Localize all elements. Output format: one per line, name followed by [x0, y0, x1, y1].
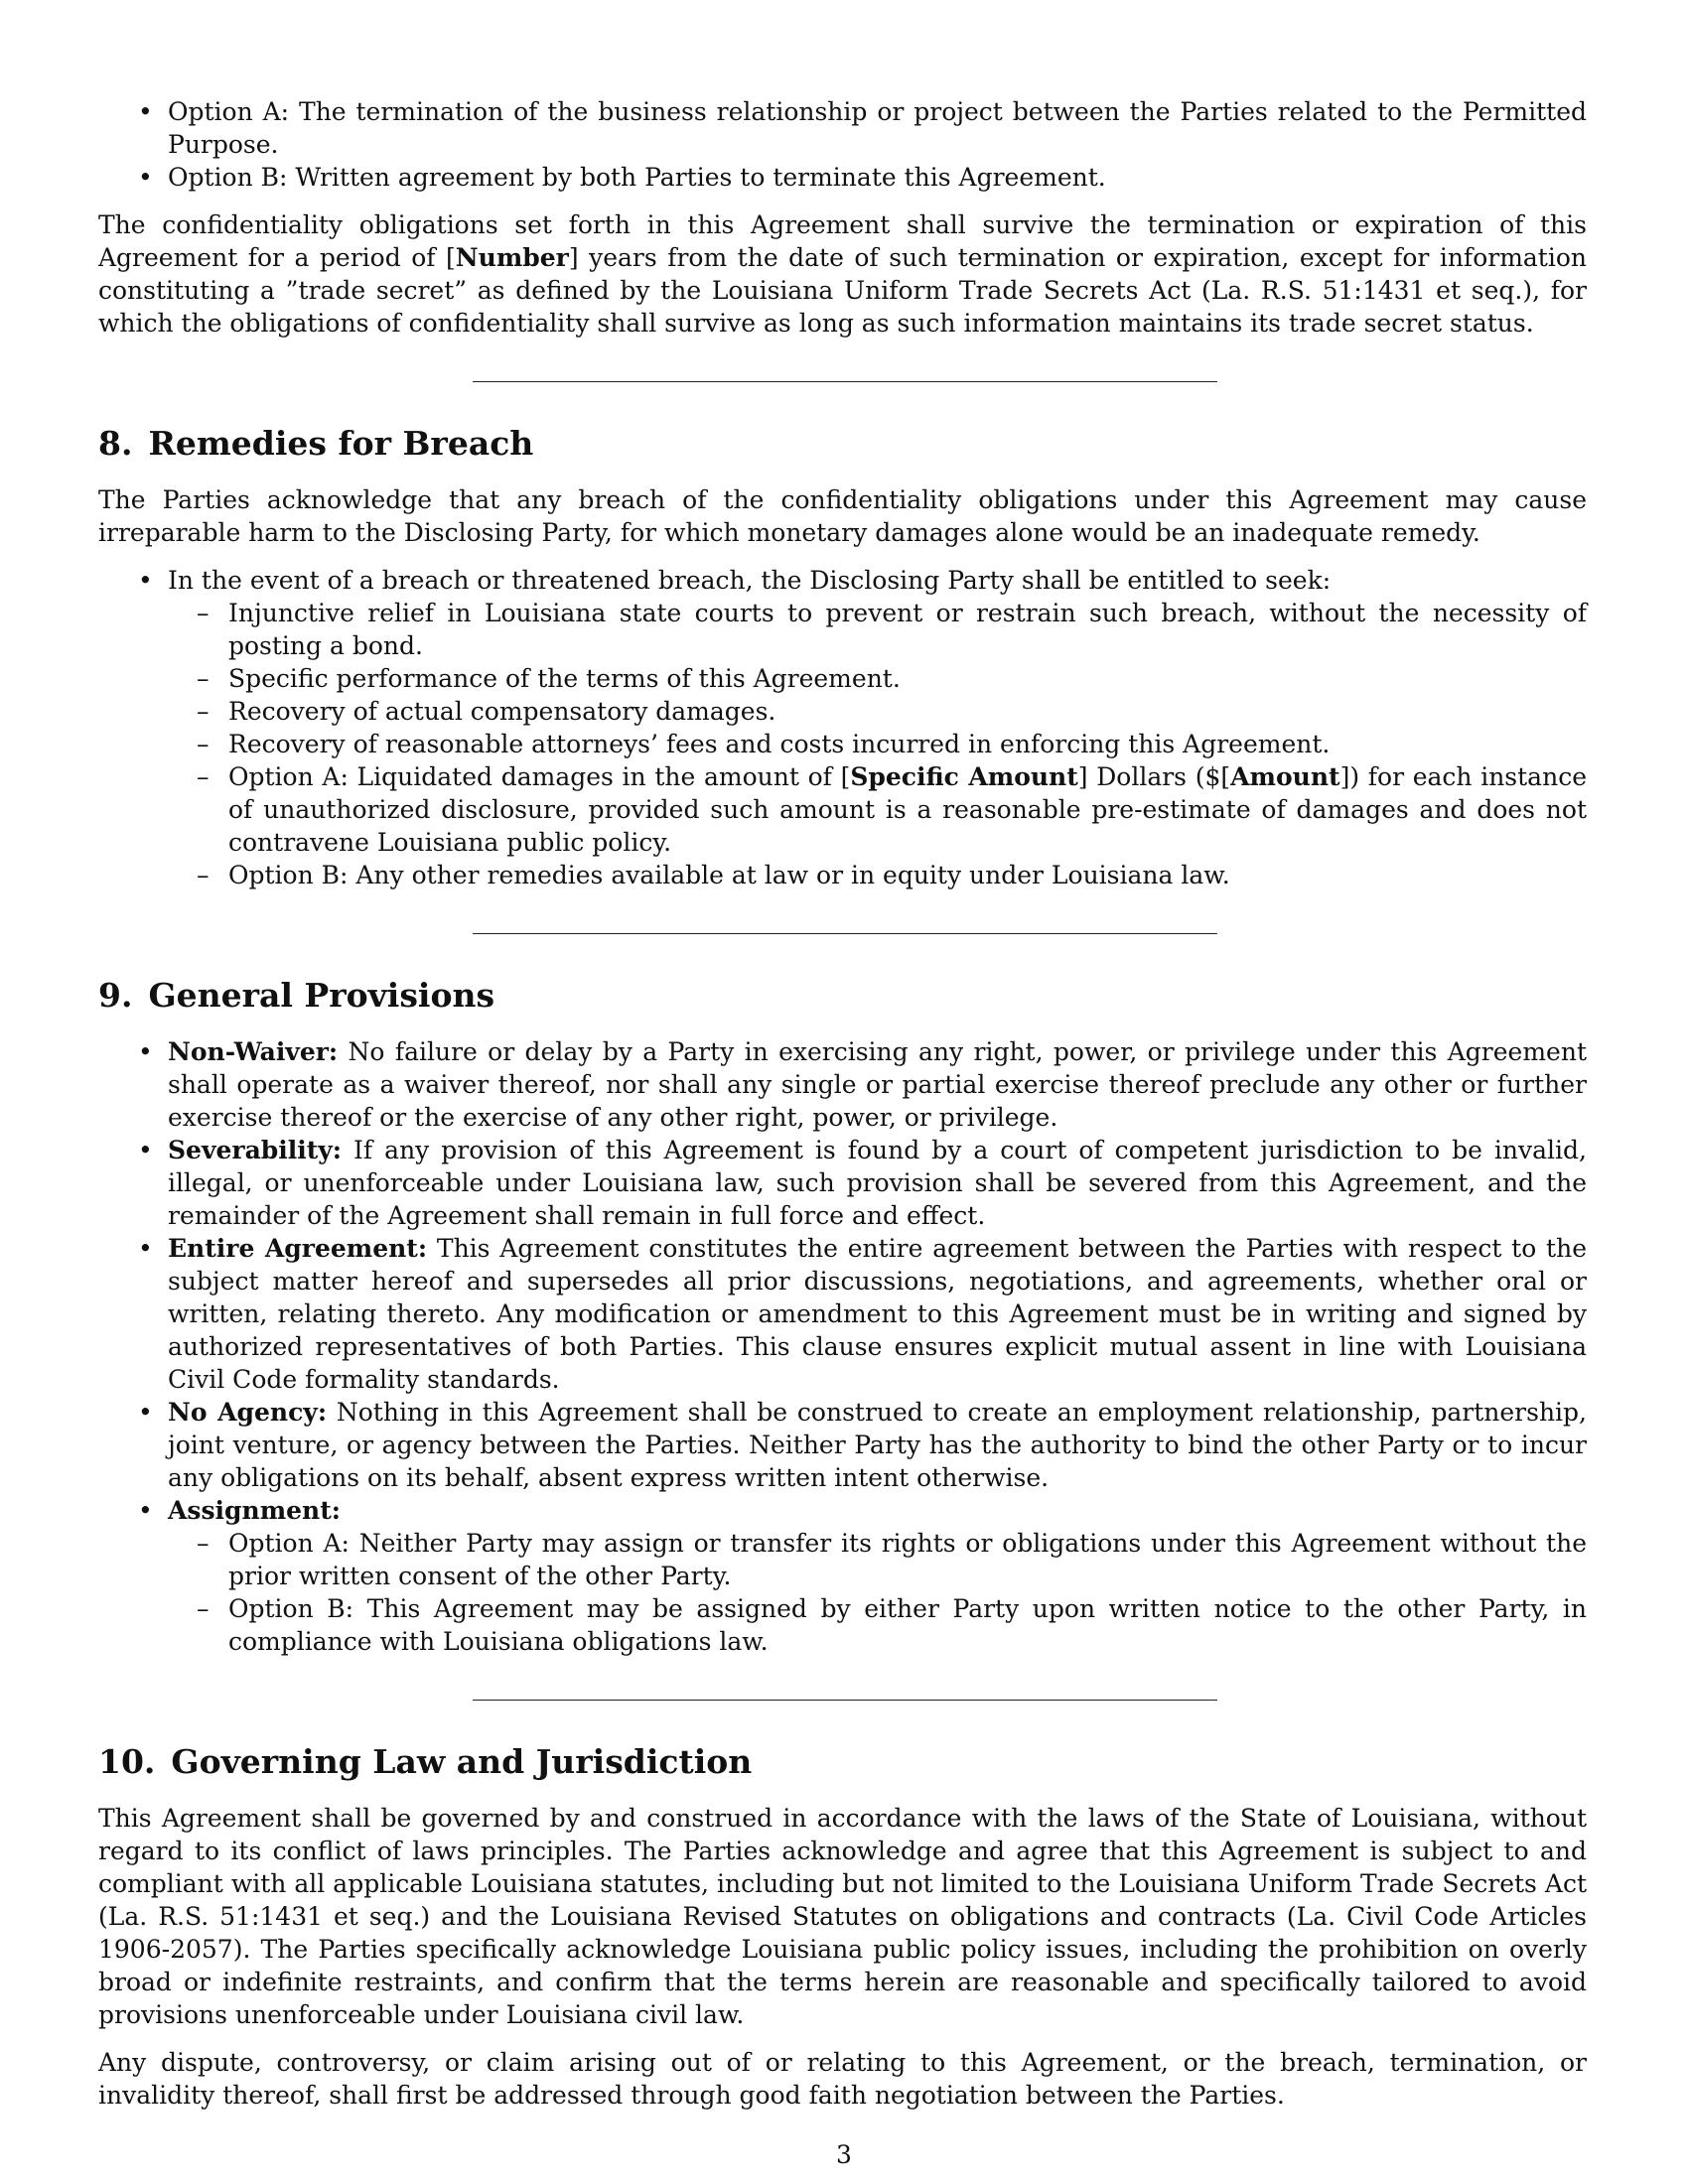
survival-paragraph: The confidentiality obligations set forth in this Agreement shall survive the termination or expiration of this Agreement for a period of [Number] years from the date of such termination or expiration, except for information constituting a ”trade secret” as defined by the Louisiana Uniform Trade Secrets Act (La. R.S. 51:1431 et seq.), for which the obligations of confidentiality shall survive as long as such information maintains its trade secret status.	[98, 210, 1587, 338]
list-item: – Injunctive relief in Louisiana state courts to prevent or restrain such breach, without the necessity of posting a bond.	[168, 597, 1587, 662]
section-heading-governing-law: 10. Governing Law and Jurisdiction	[98, 1742, 753, 1781]
assignment-sublist	[98, 1527, 1587, 1658]
placeholder-number: Number	[455, 243, 569, 272]
list-item: – Option A: Neither Party may assign or transfer its rights or obligations under this Agreement without the prior written consent of the other Party.	[168, 1527, 1587, 1592]
page-number: 3	[836, 2140, 852, 2169]
placeholder-specific-amount: Specific Amount	[850, 762, 1078, 791]
general-provisions-list	[98, 1035, 1587, 1658]
list-item: – Recovery of actual compensatory damages.	[168, 695, 1587, 728]
list-item: – Option B: This Agreement may be assigned by either Party upon written notice to the other Party, in compliance with Louisiana obligations law.	[168, 1592, 1587, 1658]
list-item: – Specific performance of the terms of this Agreement.	[168, 662, 1587, 695]
list-item: – Option B: Any other remedies available at law or in equity under Louisiana law.	[168, 859, 1587, 891]
document-page	[98, 95, 1587, 2126]
list-item: • In the event of a breach or threatened breach, the Disclosing Party shall be entitled to seek: – Injunctive relief in Louisiana state courts to prevent or restrain such breach, without the necessity of posting a bond. – Specific performance of the terms of this Agreement. – Recovery of actual compensatory damages. – Recovery of reasonable attorneys’ fees and costs incurred in enforcing this Agreement. – Option A: Liquidated damages in the amount of [Specific Amount] Dollars ($[Amount]) for each instance of unauthorized disclosure, provided such amount is a reasonable pre-estimate of damages and does not contravene Louisiana public policy. – Option B: Any other remedies available at law or in equity under Louisiana law.	[98, 564, 1587, 891]
remedies-sublist	[98, 597, 1587, 891]
list-item: • Severability: If any provision of this Agreement is found by a court of competent jurisdiction to be invalid, illegal, or unenforceable under Louisiana law, such provision shall be severed from this Agreement, and the remainder of the Agreement shall remain in full force and effect.	[98, 1134, 1587, 1232]
section-heading-general-provisions: 9. General Provisions	[98, 976, 495, 1015]
remedies-intro: The Parties acknowledge that any breach of the confidentiality obligations under this Agreement may cause irreparable harm to the Disclosing Party, for which monetary damages alone would be an inadequate remedy.	[98, 485, 1587, 547]
list-item: • No Agency: Nothing in this Agreement shall be construed to create an employment relationship, partnership, joint venture, or agency between the Parties. Neither Party has the authority to bind the other Party or to incur any obligations on its behalf, absent express written intent otherwise.	[98, 1396, 1587, 1494]
section-heading-remedies: 8. Remedies for Breach	[98, 424, 534, 463]
list-item: • Non-Waiver: No failure or delay by a Party in exercising any right, power, or privilege under this Agreement shall operate as a waiver thereof, nor shall any single or partial exercise thereof preclude any other or further exercise thereof or the exercise of any other right, power, or privilege.	[98, 1035, 1587, 1134]
dispute-paragraph: Any dispute, controversy, or claim arising out of or relating to this Agreement, or the breach, termination, or invalidity thereof, shall first be addressed through good faith negotiation between the Parties.	[98, 2048, 1587, 2110]
list-item: • Option A: The termination of the business relationship or project between the Parties related to the Permitted Purpose.	[98, 95, 1587, 161]
remedies-list	[98, 564, 1587, 891]
list-item: • Entire Agreement: This Agreement constitutes the entire agreement between the Parties with respect to the subject matter hereof and supersedes all prior discussions, negotiations, and agreements, whether oral or written, relating thereto. Any modification or amendment to this Agreement must be in writing and signed by authorized representatives of both Parties. This clause ensures explicit mutual assent in line with Louisiana Civil Code formality standards.	[98, 1232, 1587, 1396]
list-item: – Recovery of reasonable attorneys’ fees and costs incurred in enforcing this Agreement.	[168, 728, 1587, 760]
section-divider	[473, 1700, 1217, 1701]
section-divider	[473, 381, 1217, 382]
governing-law-paragraph: This Agreement shall be governed by and construed in accordance with the laws of the State of Louisiana, without regard to its conflict of laws principles. The Parties acknowledge and agree that this Agreement is subject to and compliant with all applicable Louisiana statutes, including but not limited to the Louisiana Uniform Trade Secrets Act (La. R.S. 51:1431 et seq.) and the Louisiana Revised Statutes on obligations and contracts (La. Civil Code Articles 1906-2057). The Parties specifically acknowledge Louisiana public policy issues, including the prohibition on overly broad or indefinite restraints, and confirm that the terms herein are reasonable and specifically tailored to avoid provisions unenforceable under Louisiana civil law.	[98, 1804, 1587, 2029]
termination-options-list	[98, 95, 1587, 194]
list-item: • Option B: Written agreement by both Parties to terminate this Agreement.	[98, 161, 1587, 194]
placeholder-amount: Amount	[1230, 762, 1340, 791]
section-divider	[473, 933, 1217, 934]
list-item: – Option A: Liquidated damages in the amount of [Specific Amount] Dollars ($[Amount]) for each instance of unauthorized disclosure, provided such amount is a reasonable pre-estimate of damages and does not contravene Louisiana public policy.	[168, 760, 1587, 859]
list-item: • Assignment: – Option A: Neither Party may assign or transfer its rights or obligations under this Agreement without the prior written consent of the other Party. – Option B: This Agreement may be assigned by either Party upon written notice to the other Party, in compliance with Louisiana obligations law.	[98, 1494, 1587, 1658]
